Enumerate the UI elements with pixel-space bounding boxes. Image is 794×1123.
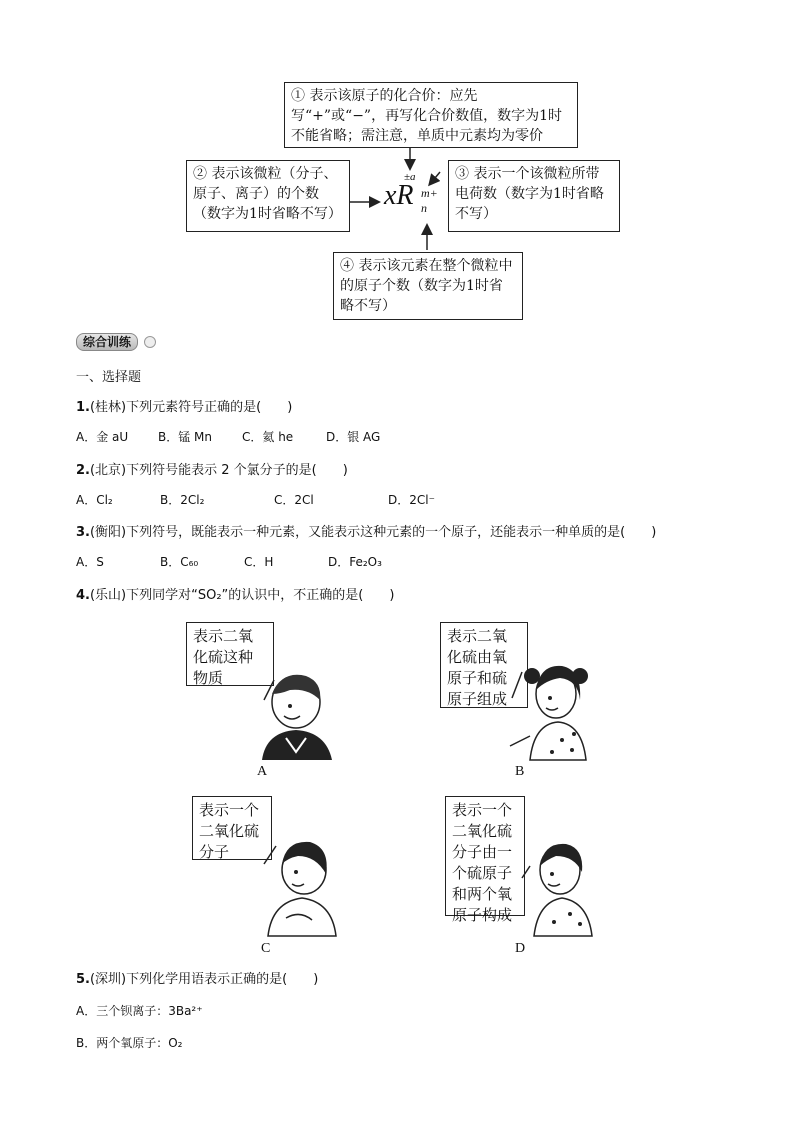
diagram-box-valence: ① 表示该原子的化合价：应先写“+”或“−”，再写化合价数值，数字为1时不能省略；需注意，单质中元素均为零价	[284, 82, 578, 148]
question-2-options: A．Cl₂ B．2Cl₂ C．2Cl D．2Cl⁻	[76, 493, 435, 507]
diagram-box-charge: ③ 表示一个该微粒所带电荷数（数字为1时省略不写）	[448, 160, 620, 232]
badge-dot-icon	[144, 336, 156, 348]
question-3-options: A．S B．C₆₀ C．H D．Fe₂O₃	[76, 555, 382, 569]
question-5: 5.(深圳)下列化学用语表示正确的是( )	[76, 972, 319, 987]
diagram-box-atom-count: ④ 表示该元素在整个微粒中的原子个数（数字为1时省略不写）	[333, 252, 523, 320]
speech-bubble-a: 表示二氧化硫这种物质	[186, 622, 274, 686]
caption-b: B	[515, 764, 525, 779]
caption-c: C	[261, 941, 271, 956]
student-a-illustration	[246, 660, 346, 762]
student-d-illustration	[510, 826, 604, 938]
diagram-arrows	[0, 0, 794, 330]
question-4: 4.(乐山)下列同学对“SO₂”的认识中，不正确的是( )	[76, 588, 395, 603]
question-1-options: A．金 aU B．锰 Mn C．氦 he D．银 AG	[76, 430, 381, 444]
question-5-option-a: A．三个钡离子：3Ba²⁺	[76, 1004, 203, 1018]
section-badge: 综合训练	[76, 333, 138, 351]
section-title: 一、选择题	[76, 370, 142, 385]
student-c-illustration	[246, 826, 350, 938]
speech-bubble-c: 表示一个二氧化硫分子	[192, 796, 272, 860]
question-1: 1.(桂林)下列元素符号正确的是( )	[76, 400, 293, 415]
caption-a: A	[257, 764, 268, 779]
formula-subscript: n	[421, 201, 427, 215]
question-2: 2.(北京)下列符号能表示 2 个氯分子的是( )	[76, 463, 348, 478]
caption-d: D	[515, 941, 526, 956]
student-b-illustration	[500, 650, 604, 762]
formula-main: xR	[384, 180, 414, 211]
formula-valence: ±a	[404, 171, 416, 183]
speech-bubble-b: 表示二氧化硫由氧原子和硫原子组成	[440, 622, 528, 708]
speech-bubble-d: 表示一个二氧化硫分子由一个硫原子和两个氧原子构成	[445, 796, 525, 916]
formula-charge: m+	[421, 186, 438, 200]
question-5-option-b: B．两个氧原子：O₂	[76, 1036, 183, 1050]
diagram-box-count: ② 表示该微粒（分子、原子、离子）的个数（数字为1时省略不写）	[186, 160, 350, 232]
question-3: 3.(衡阳)下列符号，既能表示一种元素，又能表示这种元素的一个原子，还能表示一种单质的是( )	[76, 525, 657, 540]
